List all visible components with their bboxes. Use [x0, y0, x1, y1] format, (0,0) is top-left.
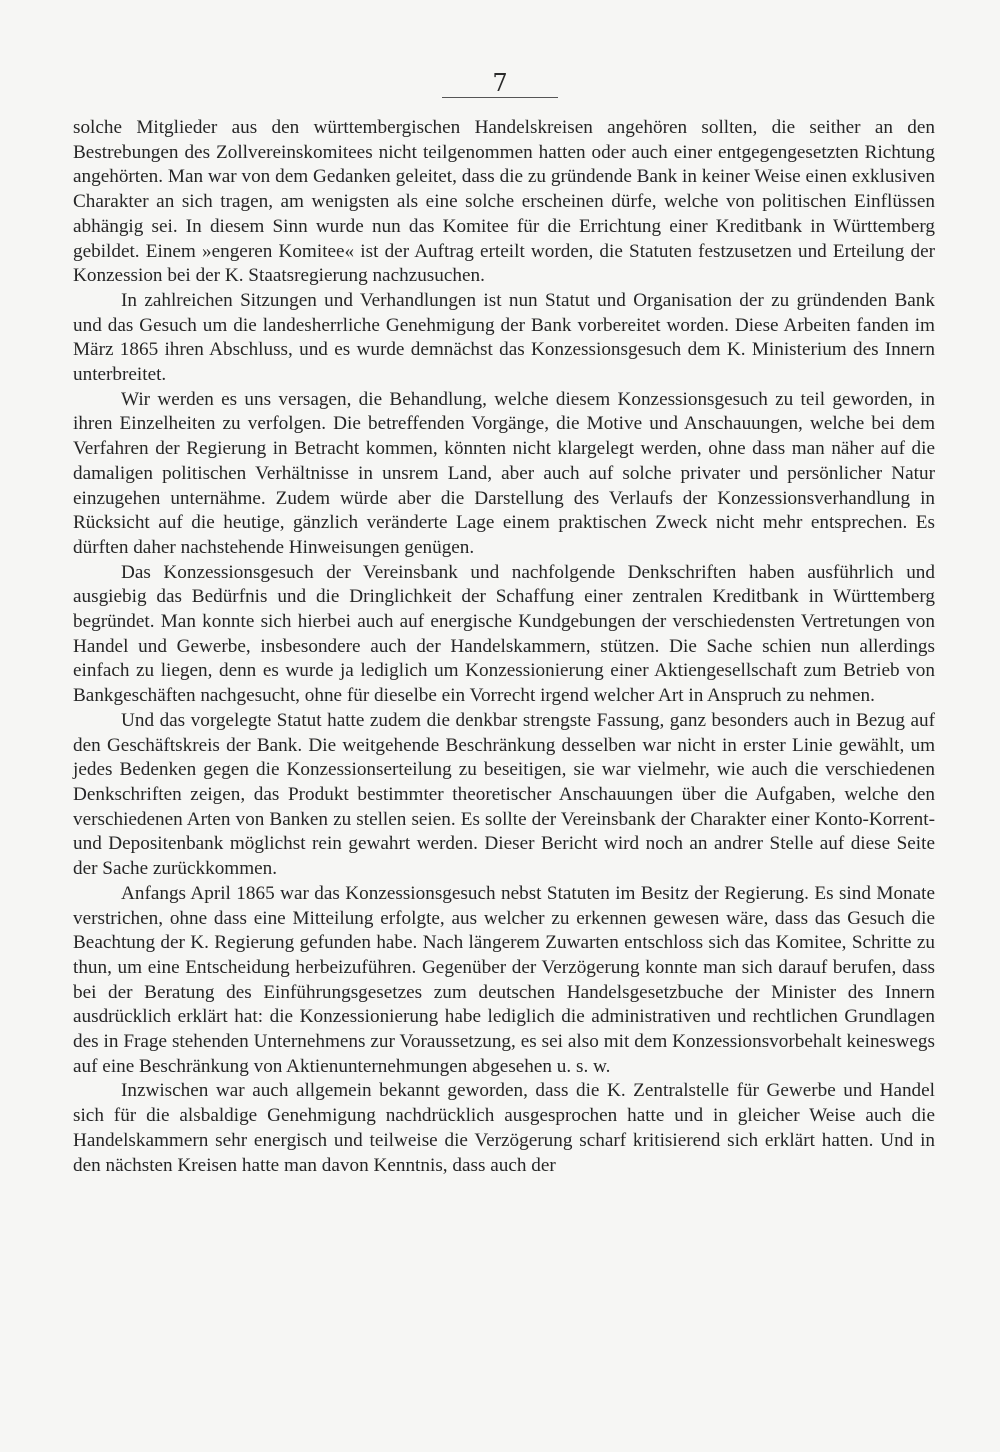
paragraph-7: Inzwischen war auch allgemein bekannt geworden, dass die K. Zentralstelle für Gewerbe und Handel sich für die alsbaldige Genehmigung nachdrücklich ausgesprochen hatte und in gleicher Weise auch die Handelskammern sehr energisch und teilweise die Verzögerung scharf kritisierend sich erklärt hatten. Und in den nächsten Kreisen hatte man davon Kenntnis, dass auch der	[73, 1080, 935, 1176]
paragraph-4: Das Konzessionsgesuch der Vereinsbank und nachfolgende Denkschriften haben ausführlich und ausgiebig das Bedürfnis und die Dringlichkeit der Schaffung einer zentralen Kreditbank in Württemberg begründet. Man konnte sich hierbei auch auf energische Kundgebungen der verschiedensten Vertretungen von Handel und Gewerbe, insbesondere auch der Handelskammern, stützen. Die Sache schien nun allerdings einfach zu liegen, denn es wurde ja lediglich um Konzessionierung einer Aktiengesellschaft zum Betrieb von Bankgeschäften nachgesucht, ohne für dieselbe ein Vorrecht irgend welcher Art in Anspruch zu nehmen.	[73, 561, 935, 707]
body-text	[73, 116, 935, 1178]
paragraph-1: solche Mitglieder aus den württembergischen Handelskreisen angehören sollten, die seither an den Bestrebungen des Zollvereinskomitees nicht teilgenommen hatten oder auch einer entgegengesetzten Richtung angehörten. Man war von dem Gedanken geleitet, dass die zu gründende Bank in keiner Weise einen exklusiven Charakter an sich tragen, am wenigsten als eine solche erscheinen dürfe, welche von politischen Einflüssen abhängig sei. In diesem Sinn wurde nun das Komitee für die Errichtung einer Kreditbank in Württemberg gebildet. Einem »engeren Komitee« ist der Auftrag erteilt worden, die Statuten festzusetzen und Erteilung der Konzession bei der K. Staatsregierung nachzusuchen.	[73, 117, 935, 287]
paragraph-6: Anfangs April 1865 war das Konzessionsgesuch nebst Statuten im Besitz der Regierung. Es sind Monate verstrichen, ohne dass eine Mitteilung erfolgte, aus welcher zu erkennen gewesen wäre, dass das Gesuch die Beachtung der K. Regierung gefunden habe. Nach längerem Zuwarten entschloss sich das Komitee, Schritte zu thun, um eine Entscheidung herbeizuführen. Gegenüber der Verzögerung konnte man sich darauf berufen, dass bei der Beratung des Einführungsgesetzes zum deutschen Handelsgesetzbuche der Minister des Innern ausdrücklich erklärt hat: die Konzessionierung habe lediglich die administrativen und rechtlichen Grundlagen des in Frage stehenden Unternehmens zur Voraussetzung, es sei also mit dem Konzessionsvorbehalt keineswegs auf eine Beschränkung von Aktienunternehmungen abgesehen u. s. w.	[73, 882, 935, 1077]
paragraph-5: Und das vorgelegte Statut hatte zudem die denkbar strengste Fassung, ganz besonders auch in Bezug auf den Geschäftskreis der Bank. Die weitgehende Beschränkung desselben war nicht in erster Linie gewählt, um jedes Bedenken gegen die Konzessionserteilung zu beseitigen, sie war vielmehr, wie auch die verschiedenen Denkschriften zeigen, das Produkt bestimmter theoretischer Anschauungen über die Aufgaben, welche den verschiedenen Arten von Banken zu stellen seien. Es sollte der Vereinsbank der Charakter einer Konto-Korrent- und Depositenbank möglichst rein gewahrt werden. Dieser Bericht wird noch an andrer Stelle auf diese Seite der Sache zurückkommen.	[73, 709, 935, 880]
page-number: 7	[442, 70, 558, 98]
paragraph-3: Wir werden es uns versagen, die Behandlung, welche diesem Konzessionsgesuch zu teil geworden, in ihren Einzelheiten zu verfolgen. Die betreffenden Vorgänge, die Motive und Anschauungen, welche bei dem Verfahren der Regierung in Betracht kommen, könnten nicht klargelegt werden, ohne dass man näher auf die damaligen politischen Verhältnisse in unsrem Land, aber auch auf solche privater und persönlicher Natur einzugehen unternähme. Zudem würde aber die Darstellung des Verlaufs der Konzessionsverhandlung in Rücksicht auf die heutige, gänzlich veränderte Lage einem praktischen Zweck nicht mehr entsprechen. Es dürften daher nachstehende Hinweisungen genügen.	[73, 388, 935, 558]
paragraph-2: In zahlreichen Sitzungen und Verhandlungen ist nun Statut und Organisation der zu gründenden Bank und das Gesuch um die landesherrliche Genehmigung der Bank vorbereitet worden. Diese Arbeiten fanden im März 1865 ihren Abschluss, und es wurde demnächst das Konzessionsgesuch dem K. Ministerium des Innern unterbreitet.	[73, 289, 935, 386]
